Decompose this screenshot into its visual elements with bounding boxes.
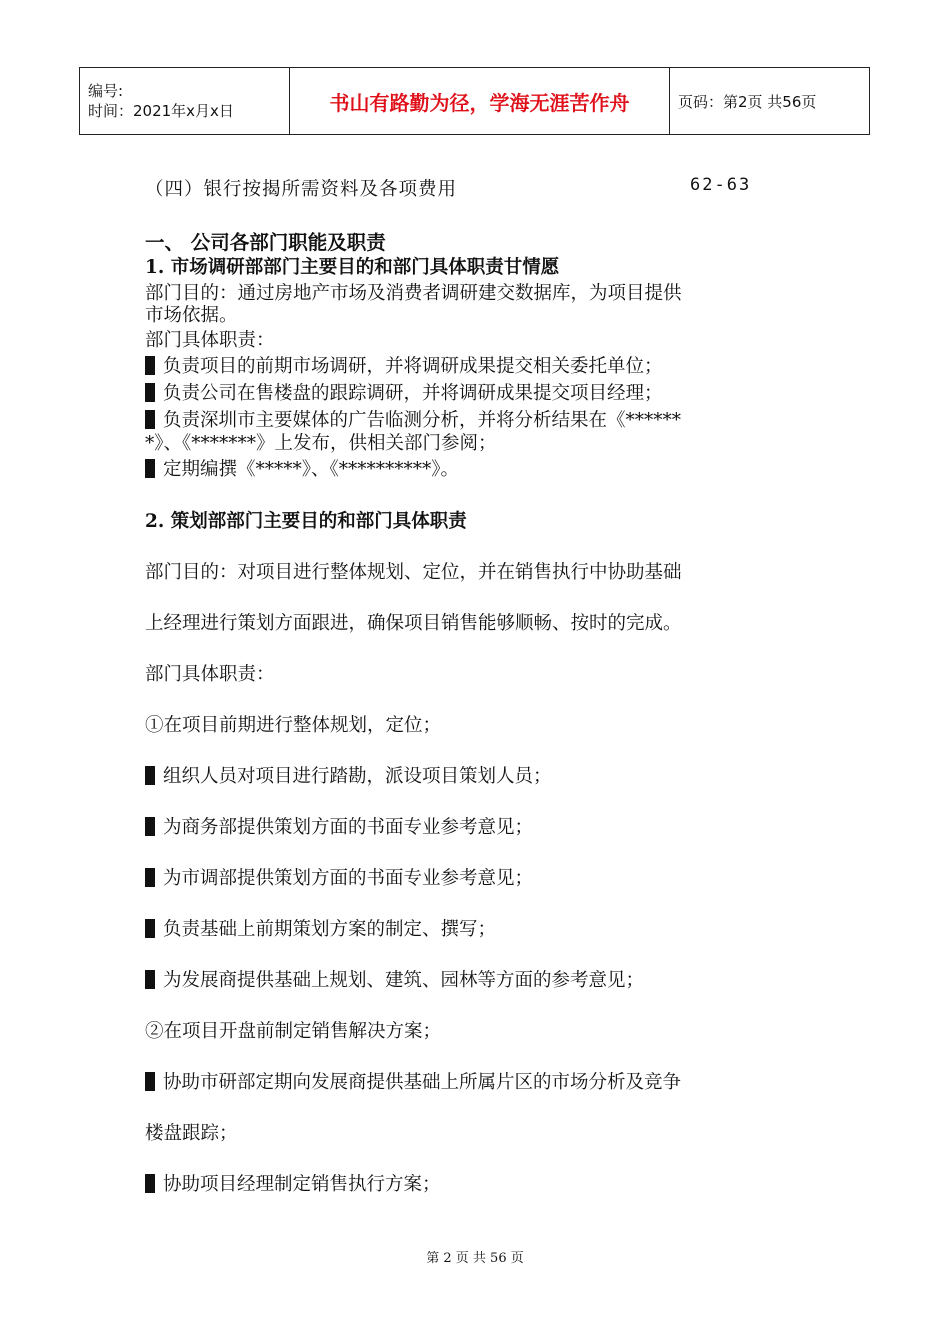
section1-duty-3: 负责深圳市主要媒体的广告临测分析，并将分析结果在《******: [145, 406, 681, 432]
bullet-icon: [145, 383, 155, 402]
section2-bullet-6-cont: 楼盘跟踪；: [145, 1123, 238, 1144]
date-label: 时间：2021年x月x日: [88, 102, 234, 120]
section2-bullet-6: 协助市研部定期向发展商提供基础上所属片区的市场分析及竞争: [145, 1068, 681, 1094]
bullet-icon: [145, 766, 155, 785]
section2-bullet-2: 为商务部提供策划方面的书面专业参考意见；: [145, 813, 533, 839]
section1-duty-1: 负责项目的前期市场调研，并将调研成果提交相关委托单位；: [145, 352, 663, 378]
section2-bullet-4: 负责基础上前期策划方案的制定、撰写；: [145, 915, 496, 941]
toc-entry: （四）银行按揭所需资料及各项费用: [145, 179, 458, 200]
page-label: 页码：第2页 共56页: [670, 68, 870, 135]
bullet-icon: [145, 1174, 155, 1193]
bullet-icon: [145, 356, 155, 375]
toc-pages: 62-63: [690, 175, 752, 195]
section1-duty-2: 负责公司在售楼盘的跟踪调研，并将调研成果提交项目经理；: [145, 379, 663, 405]
section1-sub1-title: 1. 市场调研部部门主要目的和部门具体职责甘情愿: [145, 257, 560, 278]
section1-duty-3-cont: *》、《*******》上发布，供相关部门参阅；: [145, 433, 497, 454]
section2-bullet-5: 为发展商提供基础上规划、建筑、园林等方面的参考意见；: [145, 966, 644, 992]
section2-bullet-3: 为市调部提供策划方面的书面专业参考意见；: [145, 864, 533, 890]
section2-item-2: ②在项目开盘前制定销售解决方案；: [145, 1021, 442, 1042]
bullet-icon: [145, 817, 155, 836]
bullet-icon: [145, 410, 155, 429]
section1-title: 一、 公司各部门职能及职责: [145, 231, 386, 254]
section1-purpose-line2: 市场依据。: [145, 305, 238, 326]
section2-item-1: ①在项目前期进行整体规划，定位；: [145, 715, 442, 736]
section2-purpose-line1: 部门目的：对项目进行整体规划、定位，并在销售执行中协助基础: [145, 562, 682, 583]
motto: 书山有路勤为径，学海无涯苦作舟: [290, 68, 670, 135]
header-left-cell: [80, 68, 290, 135]
section2-title: 2. 策划部部门主要目的和部门具体职责: [145, 511, 467, 532]
section1-duty-4: 定期编撰《*****》、《**********》。: [145, 455, 459, 481]
header-table: [79, 67, 870, 135]
bullet-icon: [145, 1072, 155, 1091]
code-label: 编号:: [88, 82, 124, 100]
bullet-icon: [145, 970, 155, 989]
section2-bullet-7: 协助项目经理制定销售执行方案；: [145, 1170, 441, 1196]
section1-purpose-line1: 部门目的：通过房地产市场及消费者调研建交数据库，为项目提供: [145, 283, 682, 304]
section2-bullet-1: 组织人员对项目进行踏勘，派设项目策划人员；: [145, 762, 552, 788]
bullet-icon: [145, 919, 155, 938]
bullet-icon: [145, 868, 155, 887]
page-footer: 第 2 页 共 56 页: [426, 1251, 524, 1266]
section1-duties-label: 部门具体职责：: [145, 330, 275, 351]
section2-purpose-line2: 上经理进行策划方面跟进，确保项目销售能够顺畅、按时的完成。: [145, 613, 682, 634]
bullet-icon: [145, 459, 155, 478]
section2-duties-label: 部门具体职责：: [145, 664, 275, 685]
